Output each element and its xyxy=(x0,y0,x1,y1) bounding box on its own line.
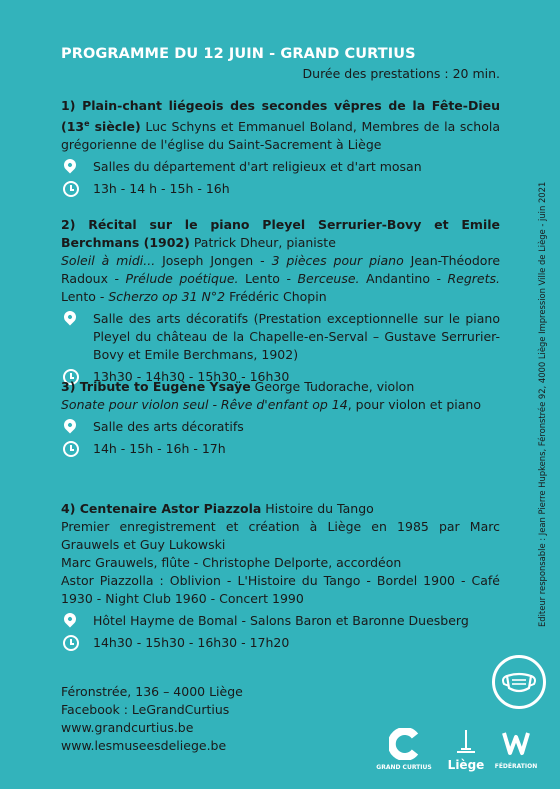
description-text: Frédéric Chopin xyxy=(225,289,327,304)
item-title-sup: e xyxy=(84,119,90,128)
clock-icon xyxy=(61,634,93,652)
item-performers: Luc Schyns et Emmanuel Boland, Membres de la schola grégorienne de l'église du Saint-Sacrement à Liège xyxy=(61,119,500,153)
item-description xyxy=(61,252,500,306)
item-location: Hôtel Hayme de Bomal - Salons Baron et Baronne Duesberg xyxy=(93,613,469,628)
item-times-row xyxy=(61,180,500,198)
liege-caption: Liège xyxy=(447,758,485,772)
contact-block xyxy=(61,683,243,755)
work-title: Scherzo op 31 N°2 xyxy=(108,289,226,304)
programme-item-1 xyxy=(61,97,500,198)
item-description-line: Premier enregistrement et création à Liège en 1985 par Marc Grauwels et Guy Lukowski xyxy=(61,519,500,552)
item-times-row xyxy=(61,440,500,458)
item-title: 2) Récital sur le piano Pleyel Serrurier-Bovy et Emile Berchmans (1902) xyxy=(61,217,500,250)
item-location: Salle des arts décoratifs xyxy=(93,419,244,434)
grand-curtius-c-icon xyxy=(389,728,419,760)
facebook-link[interactable]: Facebook : LeGrandCurtius xyxy=(61,702,230,717)
item-location-row xyxy=(61,418,500,436)
location-pin-icon xyxy=(61,310,93,328)
item-performers: George Tudorache, violon xyxy=(250,379,415,394)
federation-logo xyxy=(494,727,538,770)
item-times: 13h - 14 h - 15h - 16h xyxy=(93,181,230,197)
work-title: Prélude poétique. xyxy=(125,271,239,286)
location-pin-icon xyxy=(61,612,93,630)
location-pin-icon xyxy=(61,158,93,176)
item-description-line: Astor Piazzolla : Oblivion - L'Histoire du Tango - Bordel 1900 - Café 1930 - Night Club 1960 - Concert 1990 xyxy=(61,573,500,606)
address: Féronstrée, 136 – 4000 Liège xyxy=(61,684,243,699)
description-text: Lento - xyxy=(61,289,109,304)
grand-curtius-caption: GRAND CURTIUS xyxy=(376,764,432,771)
item-heading xyxy=(61,500,500,518)
item-description xyxy=(61,396,500,414)
face-mask-badge-icon xyxy=(492,655,546,709)
liege-logo xyxy=(446,726,486,772)
liege-perron-icon xyxy=(451,726,481,756)
grand-curtius-logo xyxy=(374,728,434,771)
item-times: 14h30 - 15h30 - 16h30 - 17h20 xyxy=(93,635,290,650)
item-location-row xyxy=(61,612,500,630)
item-description-line: Marc Grauwels, flûte - Christophe Delporte, accordéon xyxy=(61,555,402,570)
federation-wb-icon xyxy=(500,727,532,759)
description-text: Joseph Jongen - xyxy=(155,253,272,268)
item-title: 1) Plain-chant liégeois des secondes vêpres de la Fête-Dieu (13 xyxy=(61,98,500,135)
item-location: Salle des arts décoratifs (Prestation exceptionnelle sur le piano Pleyel du château de la Chapelle-en-Serval – Gustave Serrurier-Bovy et Emile Berchmans, 1902) xyxy=(93,311,500,362)
clock-icon xyxy=(61,440,93,458)
federation-caption: FÉDÉRATION xyxy=(494,763,538,770)
item-location-row xyxy=(61,158,500,176)
programme-item-2 xyxy=(61,216,500,386)
item-times: 14h - 15h - 16h - 17h xyxy=(93,441,226,456)
item-title-end: siècle) xyxy=(89,119,141,135)
page-title: PROGRAMME DU 12 JUIN - GRAND CURTIUS xyxy=(61,46,416,62)
location-pin-icon xyxy=(61,418,93,436)
description-text: , pour violon et piano xyxy=(347,397,481,412)
item-title: 4) Centenaire Astor Piazzola xyxy=(61,501,262,516)
work-title: Berceuse. xyxy=(297,271,360,286)
item-location: Salles du département d'art religieux et d'art mosan xyxy=(93,159,422,175)
clock-icon xyxy=(61,180,93,198)
item-heading xyxy=(61,97,500,154)
item-heading xyxy=(61,216,500,252)
work-title: 3 pièces pour piano xyxy=(271,253,404,268)
website-link-museesdeliege[interactable]: www.lesmuseesdeliege.be xyxy=(61,738,227,753)
programme-item-3 xyxy=(61,378,500,458)
work-title: Sonate pour violon seul - Rêve d'enfant op 14 xyxy=(61,397,348,412)
item-performers: Patrick Dheur, pianiste xyxy=(189,235,336,250)
publisher-note-text: Editeur responsable : Jean Pierre Hupkens, Féronstrée 92, 4000 Liège Impression Ville de Liège - juin 2021 xyxy=(537,181,547,627)
work-title: Regrets. xyxy=(447,271,500,286)
item-performers: Histoire du Tango xyxy=(261,501,374,516)
item-heading xyxy=(61,378,500,396)
description-text: Lento - xyxy=(238,271,298,286)
website-link-grandcurtius[interactable]: www.grandcurtius.be xyxy=(61,720,194,735)
description-text: Jean-Théodore Radoux - xyxy=(61,253,501,286)
item-times: 13h30 - 14h30 - 15h30 - 16h30 xyxy=(93,369,290,384)
work-title: Soleil à midi... xyxy=(61,253,156,268)
item-title: 3) Tribute to Eugène Ysaÿe xyxy=(61,379,251,394)
description-text: Andantino - xyxy=(359,271,448,286)
item-location-row xyxy=(61,310,500,364)
item-times-row xyxy=(61,634,500,652)
duration-note: Durée des prestations : 20 min. xyxy=(302,66,500,81)
programme-item-4 xyxy=(61,500,500,652)
